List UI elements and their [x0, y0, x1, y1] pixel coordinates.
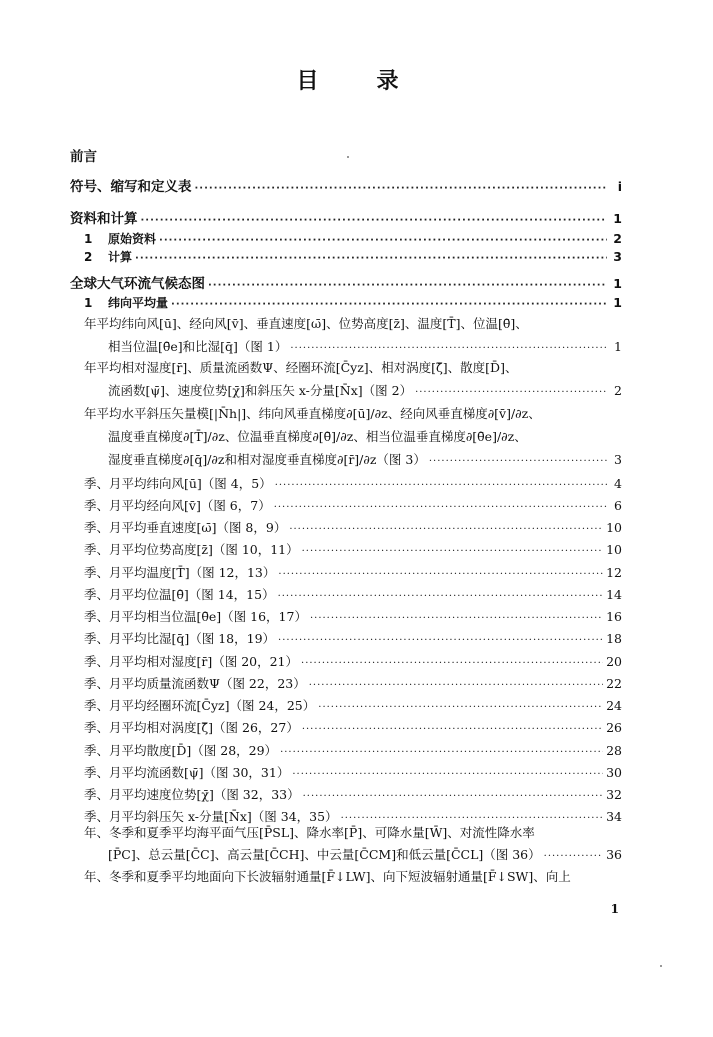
dot-leader	[208, 277, 607, 295]
toc-entry-fig36-line1[interactable]: 年、冬季和夏季平均海平面气压[P̄SL]、降水率[P̄]、可降水量[W̄]、对流性降水率	[84, 825, 535, 840]
dot-leader	[275, 477, 607, 495]
toc-entry-fig3-line3[interactable]: 湿度垂直梯度∂[q̄]/∂z和相对湿度垂直梯度∂[r̄]/∂z（图 3） ····· 3	[108, 451, 622, 471]
toc-entry-fig36-line2[interactable]: [P̄C]、总云量[C̄C]、高云量[C̄CH]、中云量[C̄CM]和低云量[C̄CL]（图 36） ····· 36	[108, 846, 622, 866]
toc-entry[interactable]: 季、月平均位温[θ̄]（图 14，15） ····· 14	[84, 586, 622, 606]
toc-entry[interactable]: 季、月平均经圈环流[C̄yz]（图 24，25） ····· 24	[84, 697, 622, 717]
toc-entry[interactable]: 季、月平均经向风[v̄]（图 6，7） ····· 6	[84, 497, 622, 517]
toc-entry[interactable]: 季、月平均温度[T̄]（图 12，13） ····· 12	[84, 564, 622, 584]
toc-entry[interactable]: 季、月平均相当位温[θ̄e]（图 16，17） ····· 16	[84, 608, 622, 628]
dot-leader	[289, 521, 603, 539]
toc-entry-preface[interactable]: 前言	[70, 149, 97, 165]
dot-leader	[290, 340, 607, 358]
dot-leader	[171, 296, 607, 314]
toc-entry-fig2-line2[interactable]: 流函数[ψ̄]、速度位势[χ̄]和斜压矢 x-分量[N̄x]（图 2） ····· 2	[108, 382, 622, 402]
toc-entry-fig2-line1[interactable]: 年平均相对湿度[r̄]、质量流函数Ψ、经圈环流[C̄yz]、相对涡度[ζ̄]、散度[D̄]、	[84, 360, 518, 375]
toc-entry-global[interactable]: 全球大气环流气候态图 ····· 1	[70, 275, 622, 295]
dot-leader	[302, 721, 603, 739]
dot-leader	[429, 453, 607, 471]
dot-leader	[280, 744, 603, 762]
dot-leader	[309, 677, 603, 695]
dot-leader	[278, 588, 604, 606]
dot-leader	[544, 848, 603, 866]
toc-entry[interactable]: 季、月平均流函数[ψ̄]（图 30，31） ····· 30	[84, 764, 622, 784]
toc-entry[interactable]: 季、月平均斜压矢 x-分量[N̄x]（图 34，35） ····· 34	[84, 808, 622, 828]
page-title: 目 录	[296, 69, 417, 94]
toc-entry-zonal-mean[interactable]: 1 纬向平均量 ····· 1	[84, 294, 622, 314]
toc-entry-symbols[interactable]: 符号、缩写和定义表 ····· i	[70, 178, 622, 198]
dot-leader	[318, 699, 603, 717]
toc-entry[interactable]: 季、月平均质量流函数Ψ（图 22，23） ····· 22	[84, 675, 622, 695]
dot-leader	[278, 566, 603, 584]
dot-leader	[301, 655, 603, 673]
toc-entry-fig1-line2[interactable]: 相当位温[θ̄e]和比湿[q̄]（图 1） ····· 1	[108, 338, 622, 358]
dot-leader	[292, 766, 603, 784]
dot-leader	[415, 384, 607, 402]
toc-entry-fig37-line1[interactable]: 年、冬季和夏季平均地面向下长波辐射通量[F̄↓LW]、向下短波辐射通量[F̄↓SW]、向上	[84, 869, 571, 884]
dot-leader	[274, 499, 607, 517]
toc-entry-fig3-line1[interactable]: 年平均水平斜压矢量模[|N̄h|]、纬向风垂直梯度∂[ū]/∂z、经向风垂直梯度∂[v̄]/∂z、	[84, 406, 541, 421]
scan-speck	[660, 965, 662, 967]
toc-entry[interactable]: 季、月平均纬向风[ū]（图 4，5） ····· 4	[84, 475, 622, 495]
dot-leader	[195, 180, 608, 198]
dot-leader	[278, 632, 603, 650]
dot-leader	[303, 788, 603, 806]
toc-entry[interactable]: 季、月平均垂直速度[ω̄]（图 8，9） ····· 10	[84, 519, 622, 539]
page-number: 1	[610, 902, 619, 916]
dot-leader	[302, 543, 603, 561]
toc-entry-data-calc[interactable]: 资料和计算 ····· 1	[70, 210, 622, 230]
toc-entry[interactable]: 季、月平均相对湿度[r̄]（图 20，21） ····· 20	[84, 653, 622, 673]
toc-entry[interactable]: 季、月平均速度位势[χ̄]（图 32，33） ····· 32	[84, 786, 622, 806]
toc-entry-fig3-line2[interactable]: 温度垂直梯度∂[T̄]/∂z、位温垂直梯度∂[θ̄]/∂z、相当位温垂直梯度∂[θ̄e]/∂z、	[108, 429, 527, 444]
toc-entry-fig1-line1[interactable]: 年平均纬向风[ū]、经向风[v̄]、垂直速度[ω̄]、位势高度[z̄]、温度[T̄]、位温[θ̄]、	[84, 316, 528, 331]
toc-entry[interactable]: 季、月平均相对涡度[ζ̄]（图 26，27） ····· 26	[84, 719, 622, 739]
dot-leader	[141, 212, 608, 230]
toc-entry[interactable]: 季、月平均位势高度[z̄]（图 10，11） ····· 10	[84, 541, 622, 561]
toc-entry[interactable]: 季、月平均比湿[q̄]（图 18，19） ····· 18	[84, 630, 622, 650]
dot-leader	[135, 250, 607, 268]
dot-leader	[310, 610, 603, 628]
toc-entry-calc[interactable]: 2 计算 ····· 3	[84, 248, 622, 268]
toc-entry-raw-data[interactable]: 1 原始资料 ····· 2	[84, 230, 622, 250]
toc-entry[interactable]: 季、月平均散度[D̄]（图 28，29） ····· 28	[84, 742, 622, 762]
